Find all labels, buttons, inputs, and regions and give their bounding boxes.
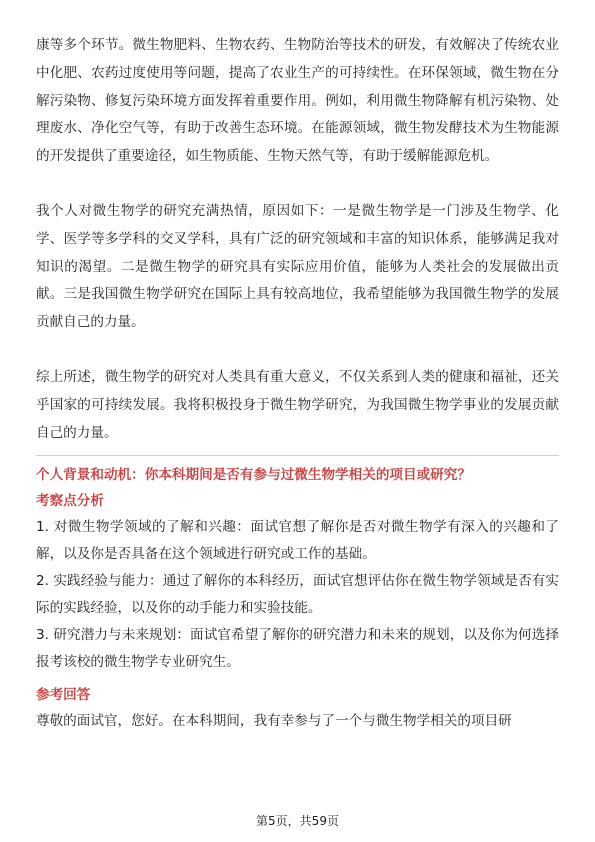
analysis-point: 1. 对微生物学领域的了解和兴趣：面试官想了解你是否对微生物学有深入的兴趣和了解，以及你是否具备在这个领域进行研究或工作的基础。: [36, 519, 559, 563]
paragraph-motivation: 我个人对微生物学的研究充满热情，原因如下：一是微生物学是一门涉及生物学、化学、医学等多学科的交叉学科，具有广泛的研究领域和丰富的知识体系，能够满足我对知识的渴望。二是微生物学的研究具有实际应用价值，能够为人类社会的发展做出贡献。三是我国微生物学研究在国际上具有较高地位，我希望能够为我国微生物学的发展贡献自己的力量。: [36, 202, 559, 331]
section-divider: [36, 455, 559, 456]
page-number: 第5页，共59页: [256, 814, 339, 828]
paragraph-gap: [36, 171, 559, 198]
paragraph-conclusion: 综上所述，微生物学的研究对人类具有重大意义，不仅关系到人类的健康和福祉，还关乎国家的可持续发展。我将积极投身于微生物学研究，为我国微生物学事业的发展贡献自己的力量。: [36, 368, 559, 441]
analysis-point: 2. 实践经验与能力：通过了解你的本科经历，面试官想评估你在微生物学领域是否有实际的实践经验，以及你的动手能力和实验技能。: [36, 573, 559, 617]
paragraph-applications: 康等多个环节。微生物肥料、生物农药、生物防治等技术的研发，有效解决了传统农业中化肥、农药过度使用等问题，提高了农业生产的可持续性。在环保领域，微生物在分解污染物、修复污染环境方面发挥着重要作用。例如，利用微生物降解有机污染物、处理废水、净化空气等，有助于改善生态环境。在能源领域，微生物发酵技术为生物能源的开发提供了重要途径，如生物质能、生物天然气等，有助于缓解能源危机。: [36, 37, 559, 165]
document-page: [36, 32, 559, 736]
answer-heading: 参考回答: [36, 687, 91, 704]
analysis-list: [36, 514, 559, 676]
analysis-heading: 考察点分析: [36, 493, 104, 510]
answer-text: 尊敬的面试官，您好。在本科期间，我有幸参与了一个与微生物学相关的项目研: [36, 713, 512, 730]
question-title: 个人背景和动机：你本科期间是否有参与过微生物学相关的项目或研究？: [36, 467, 471, 484]
paragraph-gap: [36, 337, 559, 364]
analysis-point: 3. 研究潜力与未来规划：面试官希望了解你的研究潜力和未来的规划，以及你为何选择报考该校的微生物学专业研究生。: [36, 627, 559, 671]
